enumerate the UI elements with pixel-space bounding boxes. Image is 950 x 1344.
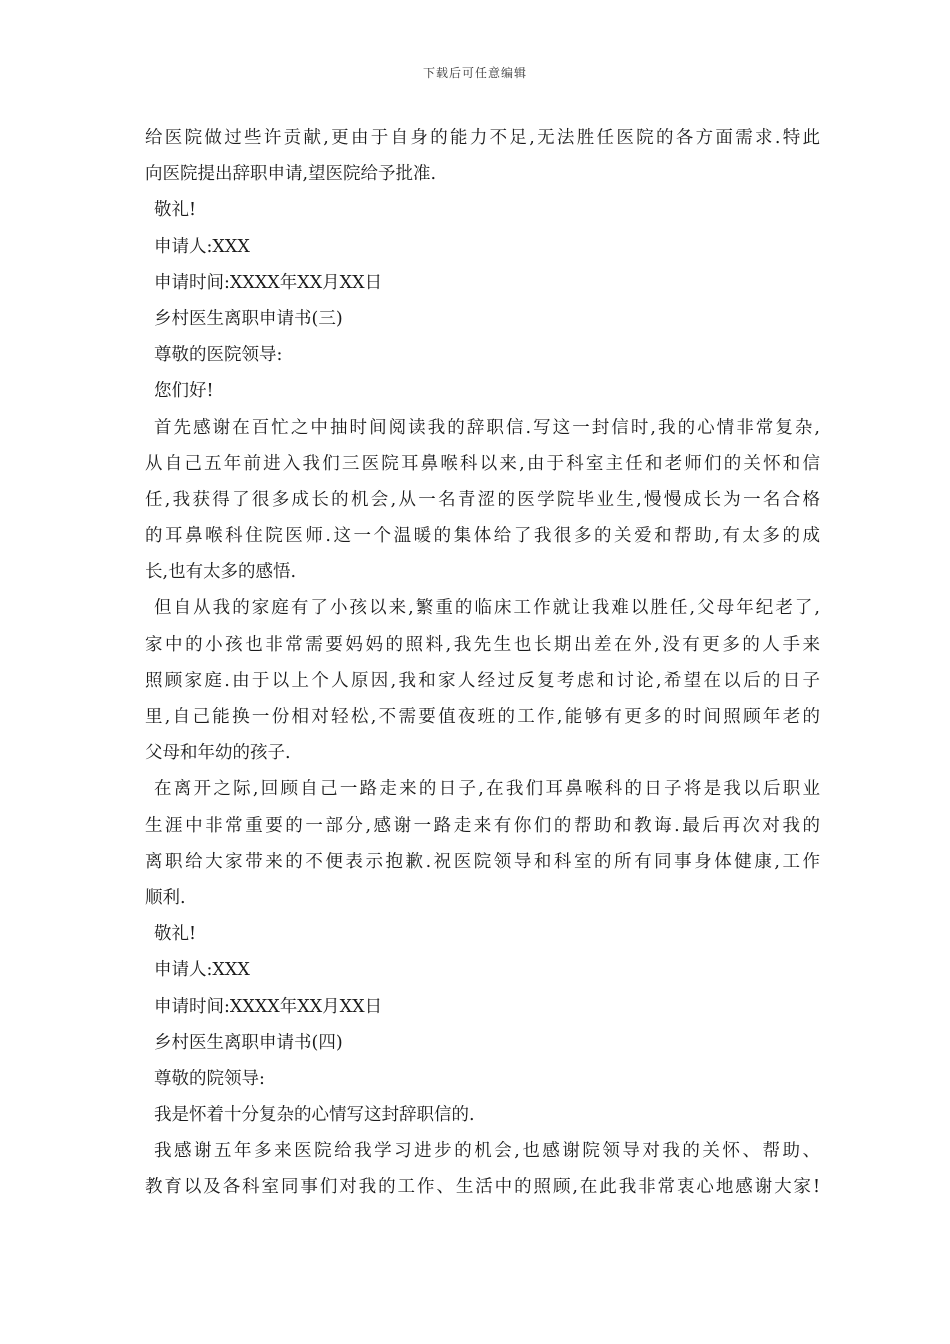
text-line: 申请时间:XXXX年XX月XX日	[154, 272, 383, 293]
text-line: 敬礼!	[154, 924, 197, 945]
text-line: 从自己五年前进入我们三医院耳鼻喉科以来,由于科室主任和老师们的关怀和信	[145, 453, 820, 474]
text-line: 离职给大家带来的不便表示抱歉.祝医院领导和科室的所有同事身体健康,工作	[145, 851, 820, 872]
text-line: 尊敬的院领导:	[154, 1068, 265, 1089]
text-line: 申请人:XXX	[154, 236, 250, 257]
text-line: 任,我获得了很多成长的机会,从一名青涩的医学院毕业生,慢慢成长为一名合格	[145, 489, 820, 510]
text-line: 乡村医生离职申请书(三)	[154, 308, 343, 329]
text-line: 但自从我的家庭有了小孩以来,繁重的临床工作就让我难以胜任,父母年纪老了,	[154, 598, 820, 619]
text-line: 给医院做过些许贡献,更由于自身的能力不足,无法胜任医院的各方面需求.特此	[145, 128, 820, 148]
text-line: 我是怀着十分复杂的心情写这封辞职信的.	[154, 1105, 475, 1126]
text-line: 教育以及各科室同事们对我的工作、生活中的照顾,在此我非常衷心地感谢大家!	[145, 1177, 820, 1198]
text-line: 照顾家庭.由于以上个人原因,我和家人经过反复考虑和讨论,希望在以后的日子	[145, 670, 820, 691]
text-line: 尊敬的医院领导:	[154, 345, 283, 366]
text-line: 向医院提出辞职申请,望医院给予批准.	[145, 164, 437, 185]
text-line: 乡村医生离职申请书(四)	[154, 1032, 343, 1053]
text-line: 敬礼!	[154, 200, 197, 221]
text-line: 家中的小孩也非常需要妈妈的照料,我先生也长期出差在外,没有更多的人手来	[145, 634, 820, 655]
text-line: 生涯中非常重要的一部分,感谢一路走来有你们的帮助和教诲.最后再次对我的	[145, 815, 820, 836]
text-line: 申请时间:XXXX年XX月XX日	[154, 996, 383, 1017]
text-line: 申请人:XXX	[154, 960, 250, 981]
text-line: 的耳鼻喉科住院医师.这一个温暖的集体给了我很多的关爱和帮助,有太多的成	[145, 526, 820, 547]
text-line: 长,也有太多的感悟.	[145, 562, 297, 583]
text-line: 首先感谢在百忙之中抽时间阅读我的辞职信.写这一封信时,我的心情非常复杂,	[154, 417, 820, 438]
page-header-note: 下载后可任意编辑	[422, 66, 527, 80]
text-line: 父母和年幼的孩子.	[145, 743, 291, 764]
text-line: 在离开之际,回顾自己一路走来的日子,在我们耳鼻喉科的日子将是我以后职业	[154, 779, 820, 800]
text-line: 里,自己能换一份相对轻松,不需要值夜班的工作,能够有更多的时间照顾年老的	[145, 707, 820, 727]
document-body	[145, 120, 820, 1206]
text-line: 您们好!	[154, 381, 214, 402]
text-line: 顺利.	[145, 887, 186, 908]
text-line: 我感谢五年多来医院给我学习进步的机会,也感谢院领导对我的关怀、帮助、	[154, 1141, 820, 1162]
